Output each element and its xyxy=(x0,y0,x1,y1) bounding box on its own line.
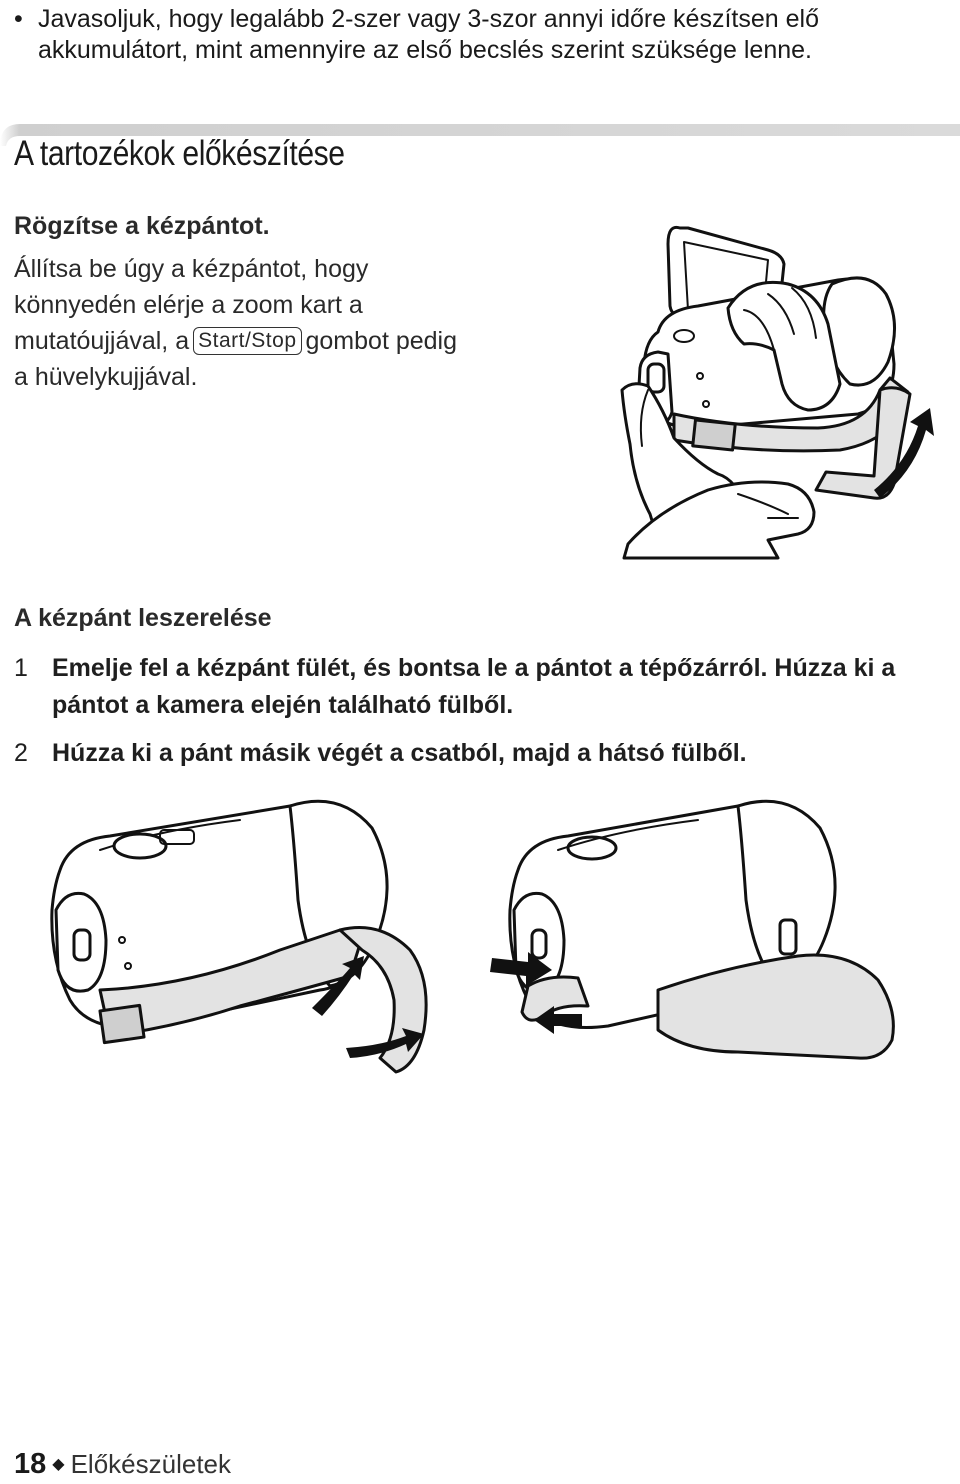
grip-line-3-post: gombot pedig xyxy=(305,327,458,355)
step-text: Húzza ki a pánt másik végét a csatból, majd a hátsó fülből. xyxy=(52,739,747,767)
camcorder-grip-illustration xyxy=(618,214,958,564)
grip-line-3-pre: mutatóujjával, a xyxy=(14,327,190,355)
bullet-icon: • xyxy=(14,5,23,33)
step-text: Emelje fel a kézpánt fülét, és bontsa le a pántot a tépőzárról. Húzza ki a pántot a kamera elején található fülből. xyxy=(52,654,896,719)
grip-line-4: a hüvelykujjával. xyxy=(14,363,198,391)
chapter-name: Előkészületek xyxy=(70,1449,231,1479)
removal-step-2 xyxy=(14,735,960,773)
page-footer xyxy=(14,1448,231,1481)
intro-text xyxy=(38,4,958,66)
grip-line-2: könnyedén elérje a zoom kart a xyxy=(14,291,363,319)
grip-line-3 xyxy=(14,323,574,359)
step-number: 1 xyxy=(14,654,28,682)
grip-instructions xyxy=(14,251,574,395)
intro-line-1: Javasoljuk, hogy legalább 2-szer vagy 3-szor annyi időre készítsen elő xyxy=(38,5,819,33)
grip-heading: Rögzítse a kézpántot. xyxy=(14,212,270,240)
removal-heading: A kézpánt leszerelése xyxy=(14,604,272,632)
intro-line-2: akkumulátort, mint amennyire az első becslés szerint szüksége lenne. xyxy=(38,36,812,64)
strap-removal-illustration-2 xyxy=(488,790,908,1090)
removal-step-1 xyxy=(14,650,960,726)
step-number: 2 xyxy=(14,739,28,767)
page-number: 18 xyxy=(14,1448,47,1480)
diamond-icon: ◆ xyxy=(52,1456,65,1473)
start-stop-key: Start/Stop xyxy=(193,327,301,355)
section-title: A tartozékok előkészítése xyxy=(14,134,345,173)
grip-line-1: Állítsa be úgy a kézpántot, hogy xyxy=(14,255,369,283)
strap-removal-illustration-1 xyxy=(40,790,450,1090)
